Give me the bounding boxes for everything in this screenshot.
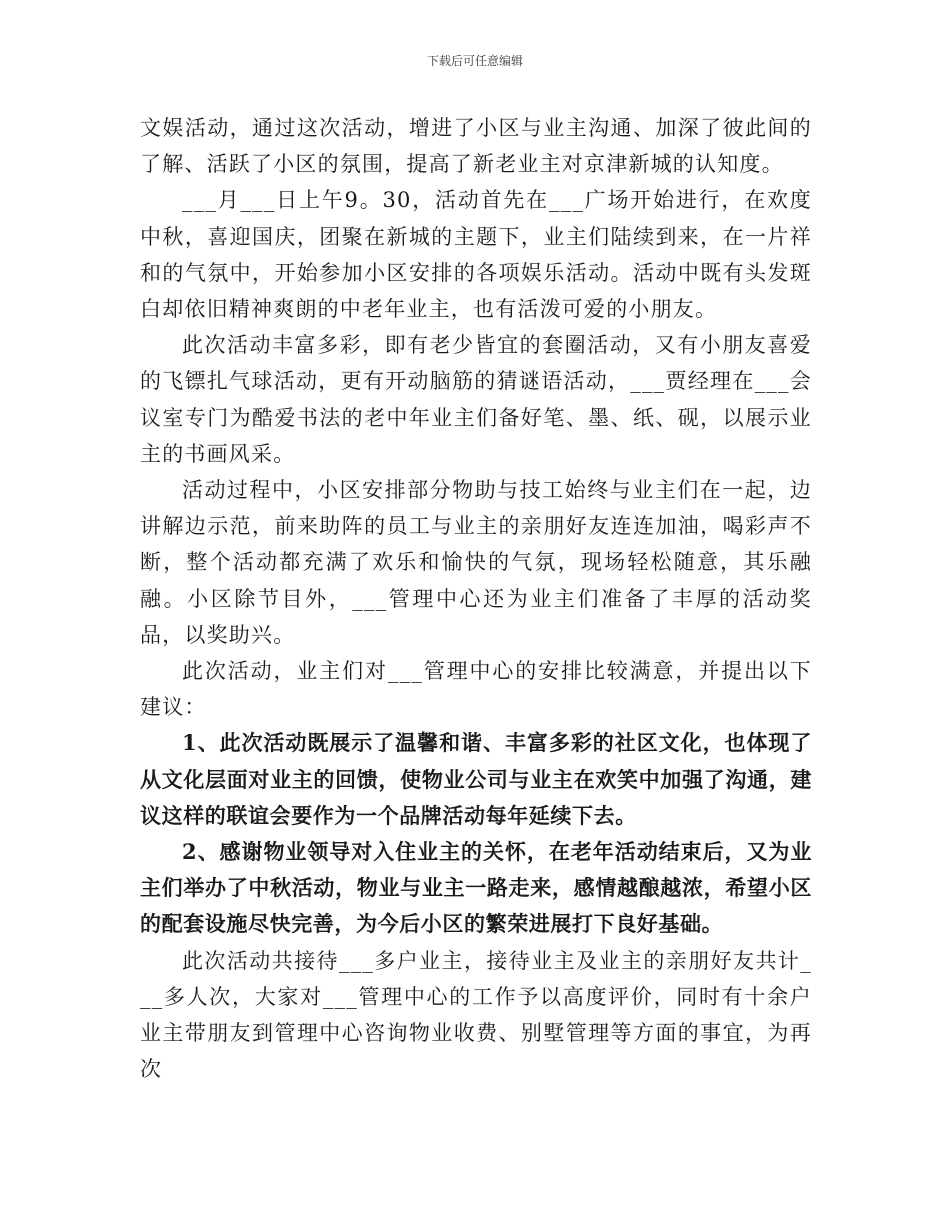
paragraph-suggestions-intro: 此次活动，业主们对___管理中心的安排比较满意，并提出以下建议：: [140, 659, 812, 720]
paragraph-activity-variety: 此次活动丰富多彩，即有老少皆宜的套圈活动，又有小朋友喜爱的飞镖扎气球活动，更有开动脑筋的猜谜语活动，___贾经理在___会议室专门为酷爱书法的老中年业主们备好笔、墨、纸、砚，以展示业主的书画风采。: [140, 333, 812, 466]
paragraph-suggestion-1: 1、此次活动既展示了温馨和谐、丰富多彩的社区文化，也体现了从文化层面对业主的回馈，使物业公司与业主在欢笑中加强了沟通，建议这样的联谊会要作为一个品牌活动每年延续下去。: [140, 730, 812, 828]
paragraph-reception-summary: 此次活动共接待___多户业主，接待业主及业主的亲朋好友共计___多人次，大家对___管理中心的工作予以高度评价，同时有十余户业主带朋友到管理中心咨询物业收费、别墅管理等方面的事宜，为再次: [140, 948, 812, 1082]
paragraph-continuation: 文娱活动，通过这次活动，增进了小区与业主沟通、加深了彼此间的了解、活跃了小区的氛围，提高了新老业主对京津新城的认知度。: [140, 116, 812, 177]
paragraph-activity-start: ___月___日上午9。30，活动首先在___广场开始进行，在欢度中秋，喜迎国庆，团聚在新城的主题下，业主们陆续到来，在一片祥和的气氛中，开始参加小区安排的各项娱乐活动。活动中既有头发斑白却依旧精神爽朗的中老年业主，也有活泼可爱的小朋友。: [140, 188, 812, 322]
document-body: [140, 110, 812, 1087]
page-header-note: 下载后可任意编辑: [426, 54, 523, 68]
paragraph-suggestion-2: 2、感谢物业领导对入住业主的关怀，在老年活动结束后，又为业主们举办了中秋活动，物业与业主一路走来，感情越酿越浓，希望小区的配套设施尽快完善，为今后小区的繁荣进展打下良好基础。: [140, 839, 812, 937]
paragraph-activity-process: 活动过程中，小区安排部分物助与技工始终与业主们在一起，边讲解边示范，前来助阵的员工与业主的亲朋好友连连加油，喝彩声不断，整个活动都充满了欢乐和愉快的气氛，现场轻松随意，其乐融融。小区除节目外，___管理中心还为业主们准备了丰厚的活动奖品，以奖助兴。: [140, 478, 812, 647]
